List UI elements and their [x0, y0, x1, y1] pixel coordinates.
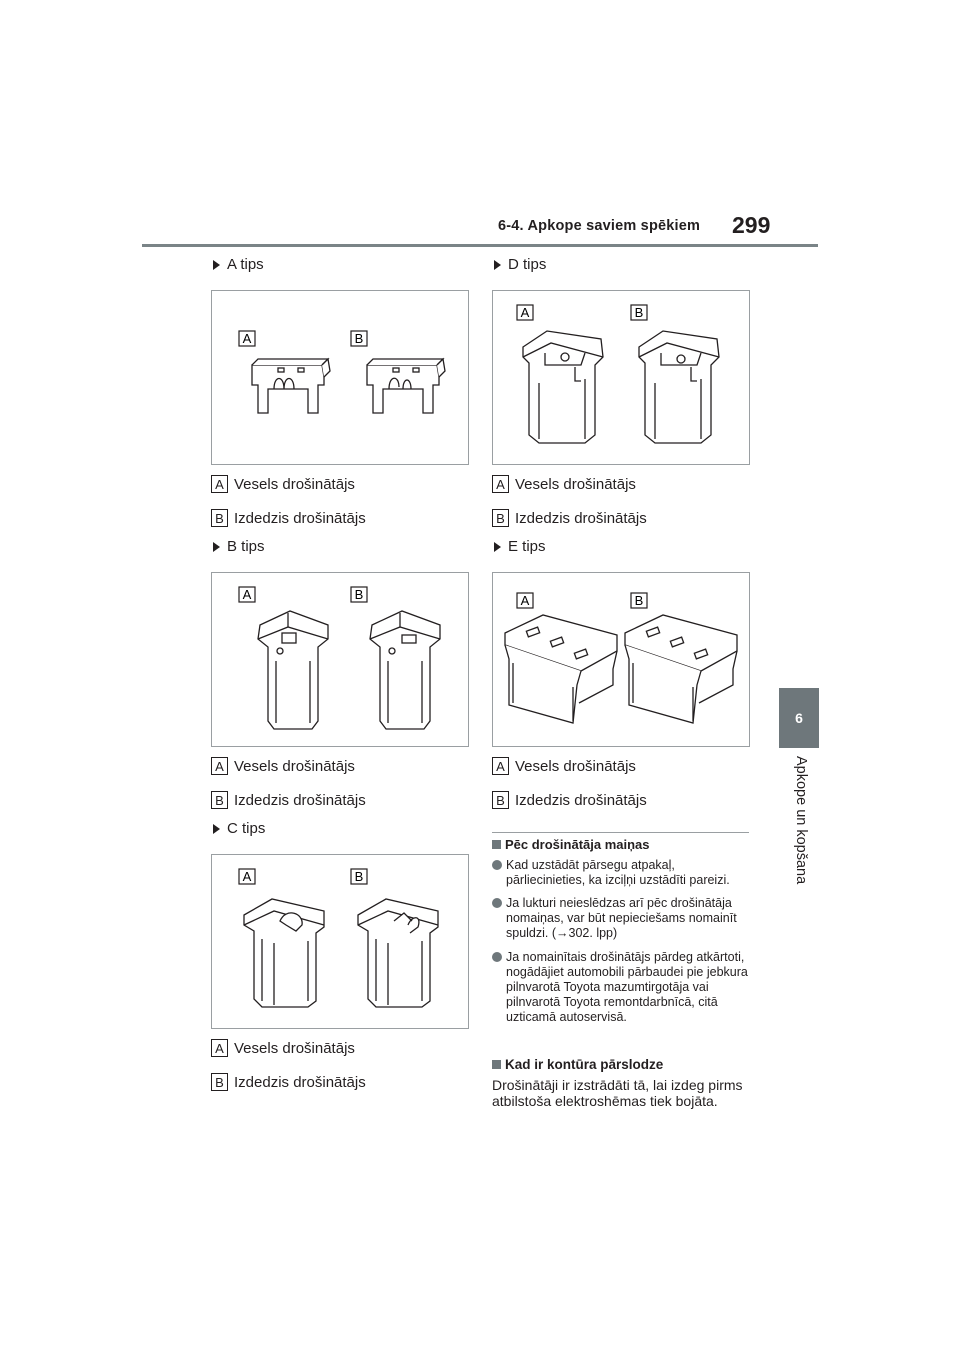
figure-label-b: B [634, 305, 644, 320]
legend-a [492, 474, 636, 494]
type-b-heading [213, 538, 265, 555]
round-bullet-icon [492, 952, 502, 962]
cartridge-fuse-illustration [493, 291, 749, 464]
figure-label-b: B [354, 331, 364, 346]
replacement-note-title [492, 837, 650, 852]
legend-letter-box: B [211, 791, 228, 809]
figure-label-a: A [242, 869, 252, 884]
type-c-heading [213, 820, 265, 837]
legend-a [211, 474, 355, 494]
legend-text: Vesels drošinātājs [515, 475, 636, 493]
type-a-figure [211, 290, 469, 465]
legend-a [492, 756, 636, 776]
heading-text: B tips [227, 538, 265, 555]
header-divider [142, 244, 818, 247]
legend-letter-box: A [211, 1039, 228, 1057]
legend-letter-box: B [211, 509, 228, 527]
triangle-bullet-icon [494, 260, 501, 270]
page-number: 299 [732, 212, 771, 238]
legend-letter-box: A [211, 757, 228, 775]
chapter-tab [779, 688, 819, 748]
type-d-heading [494, 256, 546, 273]
figure-label-b: B [354, 869, 364, 884]
heading-text: D tips [508, 256, 547, 273]
legend-text: Izdedzis drošinātājs [234, 509, 366, 527]
triangle-bullet-icon [213, 260, 220, 270]
legend-text: Vesels drošinātājs [234, 475, 355, 493]
legend-b [492, 508, 647, 528]
legend-text: Vesels drošinātājs [515, 757, 636, 775]
chapter-label-text: Apkope un kopšana [793, 756, 809, 885]
legend-b [211, 1072, 366, 1092]
legend-letter-box: A [211, 475, 228, 493]
legend-a [211, 756, 355, 776]
figure-label-b: B [634, 593, 644, 608]
triangle-bullet-icon [213, 542, 220, 552]
legend-letter-box: B [492, 791, 509, 809]
overload-note-title [492, 1057, 663, 1072]
overload-text: Drošinātāji ir izstrādāti tā, lai izdeg pirms atbilstoša elektroshēmas tiek bojāta. [492, 1077, 743, 1109]
cartridge-fuse-illustration [212, 855, 468, 1028]
type-e-figure [492, 572, 750, 747]
type-d-figure [492, 290, 750, 465]
legend-b [492, 790, 647, 810]
legend-letter-box: B [492, 509, 509, 527]
notes-divider [492, 832, 749, 833]
triangle-bullet-icon [494, 542, 501, 552]
triangle-bullet-icon [213, 824, 220, 834]
figure-label-a: A [242, 331, 252, 346]
bullet-text: Ja nomainītais drošinātājs pārdeg atkārtoti, nogādājiet automobili pārbaudei pie jebkura pilnvarotā Toyota mazumtirgotāja vai pilnvarotā Toyota remontdarbnīcā, citā uzticamā autoservisā. [506, 950, 748, 1024]
legend-text: Izdedzis drošinātājs [234, 1073, 366, 1091]
legend-b [211, 790, 366, 810]
type-a-heading [213, 256, 264, 273]
figure-label-a: A [520, 305, 530, 320]
figure-label-a: A [520, 593, 530, 608]
figure-label-a: A [242, 587, 252, 602]
round-bullet-icon [492, 860, 502, 870]
legend-text: Izdedzis drošinātājs [234, 791, 366, 809]
heading-text: C tips [227, 820, 266, 837]
note-bullet [492, 858, 754, 888]
legend-letter-box: A [492, 757, 509, 775]
blade-fuse-illustration [212, 291, 468, 464]
square-bullet-icon [492, 840, 501, 849]
note-bullet [492, 896, 754, 941]
cartridge-fuse-illustration [212, 573, 468, 746]
heading-text: A tips [227, 256, 264, 273]
legend-text: Vesels drošinātājs [234, 1039, 355, 1057]
legend-text: Vesels drošinātājs [234, 757, 355, 775]
chapter-number: 6 [795, 710, 803, 726]
chapter-label [789, 756, 813, 896]
large-fuse-illustration [493, 573, 749, 746]
type-c-figure [211, 854, 469, 1029]
square-bullet-icon [492, 1060, 501, 1069]
round-bullet-icon [492, 898, 502, 908]
bullet-text: Ja lukturi neieslēdzas arī pēc drošinātāja nomaiņas, var būt nepieciešams nomainīt spuldzi. (→302. lpp) [506, 896, 737, 940]
note-title-text: Pēc drošinātāja maiņas [505, 837, 650, 852]
section-title: 6-4. Apkope saviem spēkiem [498, 218, 701, 234]
type-b-figure [211, 572, 469, 747]
note-title-text: Kad ir kontūra pārslodze [505, 1057, 664, 1072]
type-e-heading [494, 538, 546, 555]
heading-text: E tips [508, 538, 546, 555]
legend-text: Izdedzis drošinātājs [515, 791, 647, 809]
note-bullet [492, 950, 754, 1025]
bullet-text: Kad uzstādāt pārsegu atpakaļ, pārliecinieties, ka izciļņi uzstādīti pareizi. [506, 858, 730, 887]
legend-b [211, 508, 366, 528]
legend-letter-box: B [211, 1073, 228, 1091]
legend-text: Izdedzis drošinātājs [515, 509, 647, 527]
legend-a [211, 1038, 355, 1058]
legend-letter-box: A [492, 475, 509, 493]
figure-label-b: B [354, 587, 364, 602]
